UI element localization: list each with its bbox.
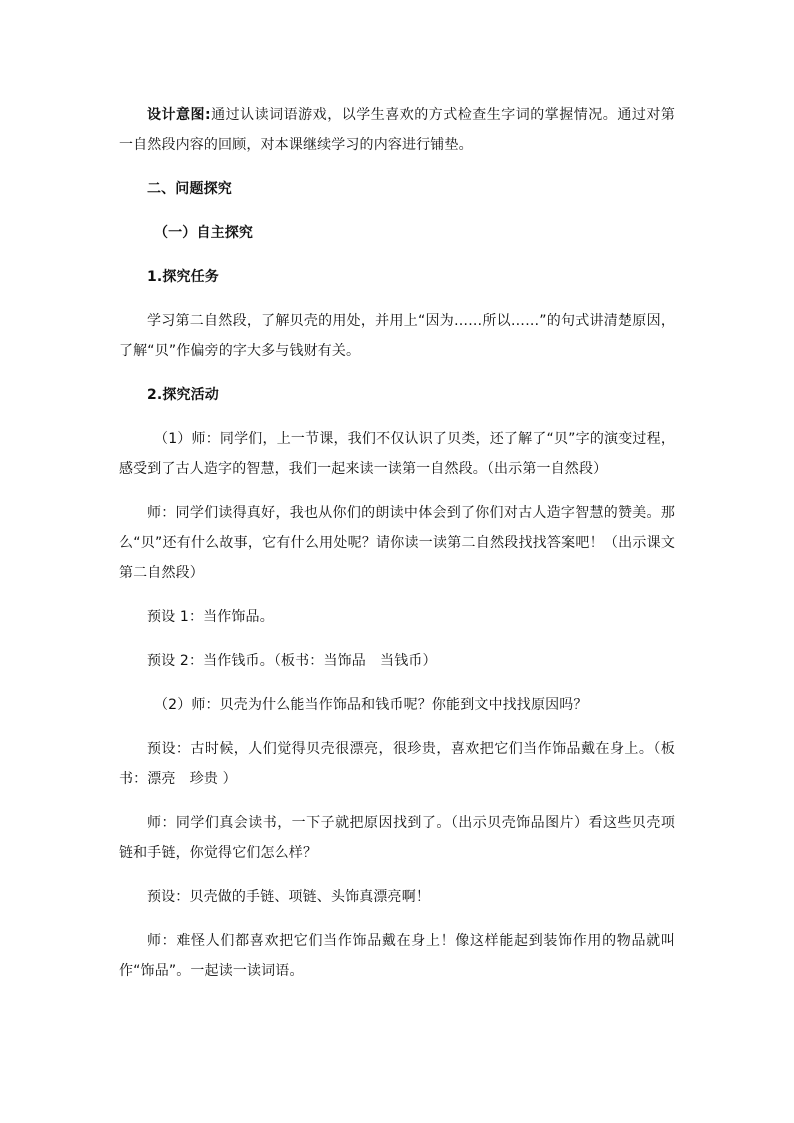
design-intent-paragraph [119, 100, 675, 160]
section-2-heading: 二、问题探究 [147, 181, 232, 197]
paragraph-preset-2: 预设 2：当作钱币。（板书：当饰品 当钱币） [147, 653, 437, 669]
paragraph-preset-1: 预设 1：当作饰品。 [147, 609, 274, 625]
paragraph-teacher-5: 师：难怪人们都喜欢把它们当作饰品戴在身上！像这样能起到装饰作用的物品就叫作“饰品”。一起读一读词语。 [119, 933, 675, 979]
task-heading: 1.探究任务 [147, 269, 219, 285]
document-body [119, 100, 675, 986]
activity-heading: 2.探究活动 [147, 387, 219, 403]
subsection-1-heading: （一）自主探究 [154, 225, 254, 241]
paragraph-teacher-4: 师：同学们真会读书，一下子就把原因找到了。（出示贝壳饰品图片）看这些贝壳项链和手链，你觉得它们怎么样？ [119, 815, 675, 861]
paragraph-teacher-2: 师：同学们读得真好，我也从你们的朗读中体会到了你们对古人造字智慧的赞美。那么“贝”还有什么故事，它有什么用处呢？请你读一读第二自然段找找答案吧！（出示课文第二自然段） [119, 505, 675, 581]
design-intent-label: 设计意图: [147, 107, 211, 123]
paragraph-teacher-3: （2）师：贝壳为什么能当作饰品和钱币呢？你能到文中找找原因吗？ [154, 697, 588, 713]
paragraph-preset-4: 预设：贝壳做的手链、项链、头饰真漂亮啊！ [147, 889, 430, 905]
paragraph-preset-3: 预设：古时候，人们觉得贝壳很漂亮，很珍贵，喜欢把它们当作饰品戴在身上。（板书：漂亮 珍贵 ） [119, 741, 675, 787]
task-text: 学习第二自然段，了解贝壳的用处，并用上“因为……所以……”的句式讲清楚原因，了解“贝”作偏旁的字大多与钱财有关。 [119, 313, 675, 359]
paragraph-teacher-1: （1）师：同学们，上一节课，我们不仅认识了贝类，还了解了“贝”字的演变过程，感受到了古人造字的智慧，我们一起来读一读第一自然段。（出示第一自然段） [119, 431, 675, 477]
design-intent-text: 通过认读词语游戏，以学生喜欢的方式检查生字词的掌握情况。通过对第一自然段内容的回顾，对本课继续学习的内容进行铺垫。 [119, 107, 675, 153]
